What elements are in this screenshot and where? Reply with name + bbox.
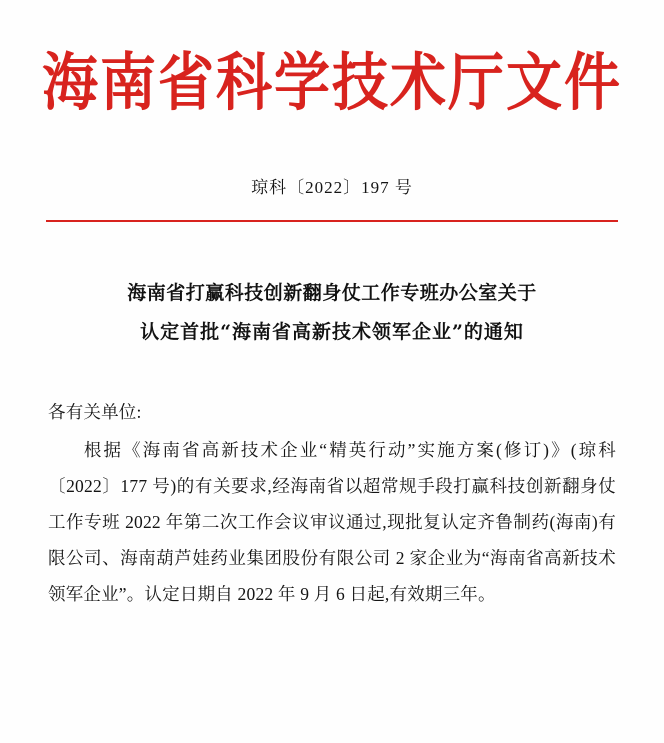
document-title-line-1: 海南省打赢科技创新翻身仗工作专班办公室关于	[127, 281, 537, 304]
body-paragraph	[48, 432, 616, 612]
red-divider-rule	[46, 220, 618, 222]
document-number: 琼科〔2022〕197 号	[251, 177, 413, 197]
salutation: 各有关单位:	[48, 401, 142, 422]
masthead-title: 海南省科学技术厅文件	[42, 45, 622, 120]
masthead	[0, 0, 664, 120]
document-title-line-2: 认定首批“海南省高新技术领军企业”的通知	[140, 320, 524, 343]
document-title	[62, 274, 602, 352]
document-body	[48, 394, 616, 612]
body-paragraph-text: 根据《海南省高新技术企业“精英行动”实施方案(修订)》(琼科〔2022〕177 号)的有关要求,经海南省以超常规手段打赢科技创新翻身仗工作专班 2022 年第二次工作会议审议通过,现批复认定齐鲁制药(海南)有限公司、海南葫芦娃药业集团股份有限公司 2 家企业为“海南省高新技术领军企业”。认定日期自 2022 年 9 月 6 日起,有效期三年。	[48, 439, 616, 604]
